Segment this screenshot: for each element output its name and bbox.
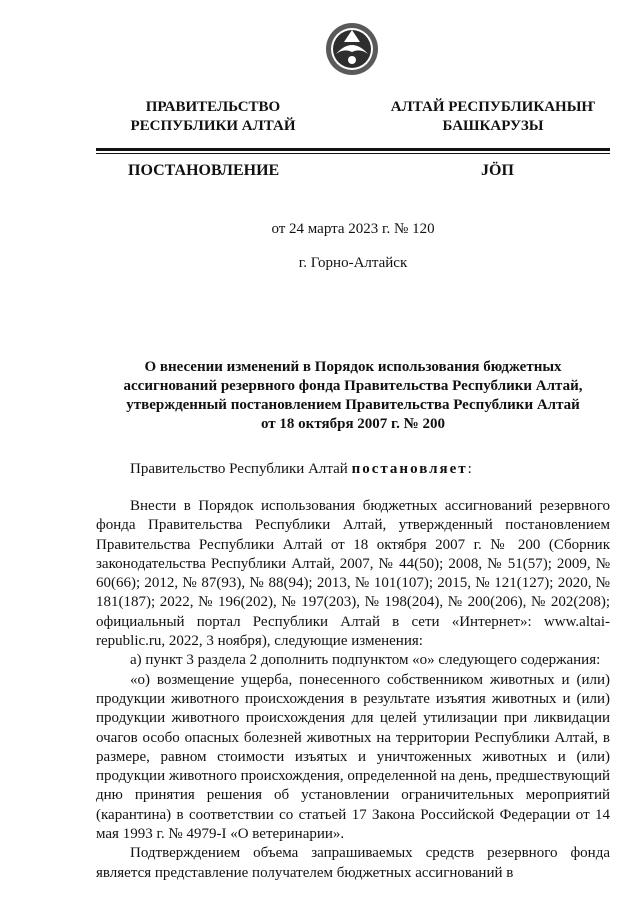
- document-title: [96, 358, 610, 434]
- document-body: [96, 497, 610, 883]
- header-left-line1: ПРАВИТЕЛЬСТВО: [145, 99, 281, 115]
- preamble-prefix: Правительство Республики Алтай: [130, 461, 348, 477]
- doc-type-russian: ПОСТАНОВЛЕНИЕ: [128, 162, 280, 179]
- header-right-line2: БАШКАРУЗЫ: [442, 118, 544, 134]
- coat-of-arms-emblem: [324, 18, 380, 80]
- doc-type-altai: ЈӦП: [481, 162, 514, 179]
- paragraph: «о) возмещение ущерба, понесенного собственником животных и (или) продукции животного происхождения в результате изъятия животных и (или) продукции животного происхождения для целей утилизации при ликвидации очагов особо опасных болезней животных на территории Республики Алтай, в размере, равном стоимости изъятых и уничтоженных животных и (или) продукции животного происхождения, определенной на день, предшествующий дню принятия решения об установлении ограничительных мероприятий (карантина) в соответствии со статьей 17 Закона Российской Федерации от 14 мая 1993 г. № 4979-I «О ветеринарии».: [96, 671, 610, 843]
- title-line: утвержденный постановлением Правительства Республики Алтай: [126, 397, 580, 413]
- paragraph: а) пункт 3 раздела 2 дополнить подпунктом «о» следующего содержания:: [130, 652, 601, 669]
- government-name-russian: [98, 98, 328, 136]
- header-rule-thick: [96, 148, 610, 151]
- government-name-altai: [388, 98, 598, 136]
- paragraph: Подтверждением объема запрашиваемых средств резервного фонда является представление получателем бюджетных ассигнований в: [96, 845, 610, 881]
- paragraph: Внести в Порядок использования бюджетных ассигнований резервного фонда Правительства Республики Алтай, утвержденный постановлением Правительства Республики Алтай от 18 октября 2007 г. № 200 (Сборник законодательства Республики Алтай, 2007, № 44(50); 2008, № 51(57); 2009, № 60(66); 2012, № 87(93), № 88(94); 2013, № 101(107); 2015, № 121(127); 2020, № 181(187); 2022, № 196(202), № 197(203), № 198(204), № 200(206), № 202(208); официальный портал Республики Алтай в сети «Интернет»: www.altai-republic.ru, 2022, 3 ноября), следующие изменения:: [96, 498, 610, 650]
- date-number: от 24 марта 2023 г. № 120: [271, 221, 435, 237]
- title-line: от 18 октября 2007 г. № 200: [261, 416, 445, 432]
- header-rule-thin: [96, 153, 610, 154]
- preamble-keyword: постановляет: [351, 461, 468, 477]
- city: г. Горно-Алтайск: [298, 255, 408, 271]
- title-line: О внесении изменений в Порядок использования бюджетных: [144, 359, 562, 375]
- preamble: [96, 460, 610, 479]
- header-right-line1: АЛТАЙ РЕСПУБЛИКАНЫҤ: [390, 99, 596, 115]
- preamble-suffix: :: [467, 461, 472, 477]
- header-left-line2: РЕСПУБЛИКИ АЛТАЙ: [130, 118, 296, 134]
- title-line: ассигнований резервного фонда Правительства Республики Алтай,: [123, 378, 583, 394]
